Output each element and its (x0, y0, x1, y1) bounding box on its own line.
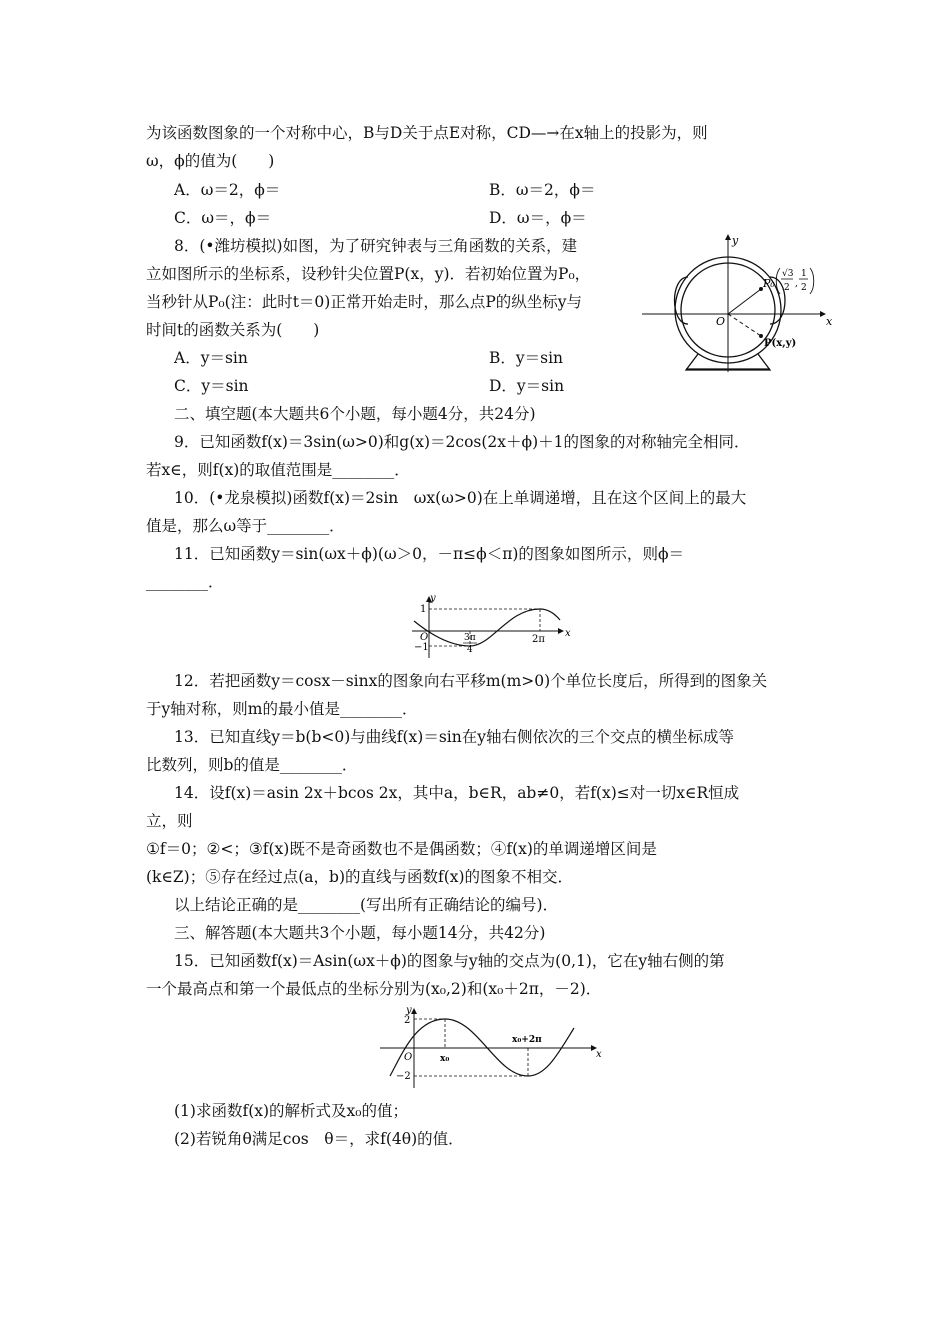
figure-y-label: y (732, 234, 739, 247)
q13-line-1: 13．已知直线y＝b(b<0)与曲线f(x)＝sin在y轴右侧依次的三个交点的横坐标成等 (174, 728, 734, 746)
q10-line-1: 10．(•龙泉模拟)函数f(x)＝2sin ωx(ω>0)在上单调递增，且在这个区间上的最大 (174, 489, 747, 507)
q13-line-2: 比数列，则b的值是________． (146, 756, 358, 774)
q15-line-2: 一个最高点和第一个最低点的坐标分别为(x₀,2)和(x₀＋2π，－2)． (146, 980, 602, 998)
svg-text:,: , (795, 279, 798, 289)
q15-y-label: y (406, 1005, 412, 1016)
q15-x-label: x (596, 1049, 602, 1060)
q11-origin-label: O (420, 632, 429, 643)
q15-x0-label: x₀ (440, 1054, 450, 1064)
p0-x-denominator: 2 (784, 283, 790, 293)
q8-option-b: B．y＝sin (489, 349, 564, 367)
q7-option-c: C．ω＝，ϕ＝ (174, 209, 272, 227)
q7-stem-line-1: 为该函数图象的一个对称中心，B与D关于点E对称，CD—→在x轴上的投影为，则 (146, 124, 708, 142)
q7-stem-line-2: ω，ϕ的值为( ) (146, 152, 275, 170)
q15-line-1: 15．已知函数f(x)＝Asin(ωx＋ϕ)的图象与y轴的交点为(0,1)，它在y轴右侧的第 (174, 952, 725, 970)
q14-line-3: ①f＝0；②<；③f(x)既不是奇函数也不是偶函数；④f(x)的单调递增区间是 (146, 840, 657, 858)
q11-line-1: 11．已知函数y＝sin(ωx＋ϕ)(ω＞0，－π≤ϕ＜π)的图象如图所示，则ϕ＝ (174, 545, 685, 563)
q15-two-label: 2 (404, 1015, 411, 1026)
q11-line-2: ________． (146, 573, 224, 591)
q8-option-a: A．y＝sin (174, 349, 248, 367)
p0-label: P₀ (763, 277, 775, 290)
q8-line-2: 立如图所示的坐标系，设秒针尖位置P(x，y)．若初始位置为P₀， (146, 265, 591, 283)
q15-x0-plus-2pi-label: x₀+2π (512, 1035, 542, 1045)
clock-coordinate-figure (640, 232, 835, 372)
figure-x-label: x (826, 315, 833, 328)
q15-sine-graph (378, 1004, 608, 1088)
q14-line-4: (k∈Z)；⑤存在经过点(a，b)的直线与函数f(x)的图象不相交． (146, 868, 574, 886)
q11-one-label: 1 (420, 604, 427, 615)
q8-line-1: 8．(•潍坊模拟)如图，为了研究钟表与三角函数的关系，建 (174, 237, 578, 255)
q11-neg-one-label: −1 (414, 642, 429, 653)
q14-line-1: 14．设f(x)＝asin 2x＋bcos 2x，其中a，b∈R，ab≠0，若f(x)≤对一切x∈R恒成 (174, 784, 740, 802)
q14-line-2: 立，则 (146, 812, 193, 830)
q15-part-2: (2)若锐角θ满足cos θ＝，求f(4θ)的值． (174, 1130, 464, 1148)
q7-option-a: A．ω＝2，ϕ＝ (174, 181, 281, 199)
q7-option-b: B．ω＝2，ϕ＝ (489, 181, 596, 199)
q9-line-1: 9．已知函数f(x)＝3sin(ω>0)和g(x)＝2cos(2x＋ϕ)＋1的图象的对称轴完全相同． (174, 433, 750, 451)
section-2-heading: 二、填空题(本大题共6个小题，每小题4分，共24分) (174, 405, 536, 423)
q15-part-1: (1)求函数f(x)的解析式及x₀的值； (174, 1102, 408, 1120)
q15-origin-label: O (404, 1052, 413, 1063)
q8-line-3: 当秒针从P₀(注：此时t＝0)正常开始走时，那么点P的纵坐标y与 (146, 293, 583, 311)
q14-line-5: 以上结论正确的是________(写出所有正确结论的编号)． (174, 896, 559, 914)
section-3-heading: 三、解答题(本大题共3个小题，每小题14分，共42分) (174, 924, 546, 942)
q7-option-d: D．ω＝，ϕ＝ (489, 209, 587, 227)
q11-three-pi-label: 3π (464, 633, 476, 643)
q11-x-label: x (565, 628, 571, 639)
q15-neg-two-label: −2 (396, 1071, 411, 1082)
q11-two-pi-label: 2π (532, 634, 545, 645)
q11-sine-graph (410, 594, 575, 660)
p0-y-denominator: 2 (801, 283, 807, 293)
q9-line-2: 若x∈，则f(x)的取值范围是________． (146, 461, 410, 479)
q8-line-4: 时间t的函数关系为( ) (146, 321, 320, 339)
q8-option-c: C．y＝sin (174, 377, 249, 395)
p0-y-numerator: 1 (801, 269, 807, 279)
p0-x-numerator: √3 (782, 269, 794, 279)
p-label: P(x,y) (764, 338, 797, 349)
q12-line-1: 12．若把函数y＝cosx－sinx的图象向右平移m(m>0)个单位长度后，所得到的图象关 (174, 672, 768, 690)
q8-option-d: D．y＝sin (489, 377, 565, 395)
q10-line-2: 值是，那么ω等于________． (146, 517, 345, 535)
q11-four-label: 4 (467, 645, 473, 655)
figure-origin-label: O (716, 315, 726, 328)
q12-line-2: 于y轴对称，则m的最小值是________． (146, 700, 418, 718)
q11-y-label: y (430, 594, 436, 604)
